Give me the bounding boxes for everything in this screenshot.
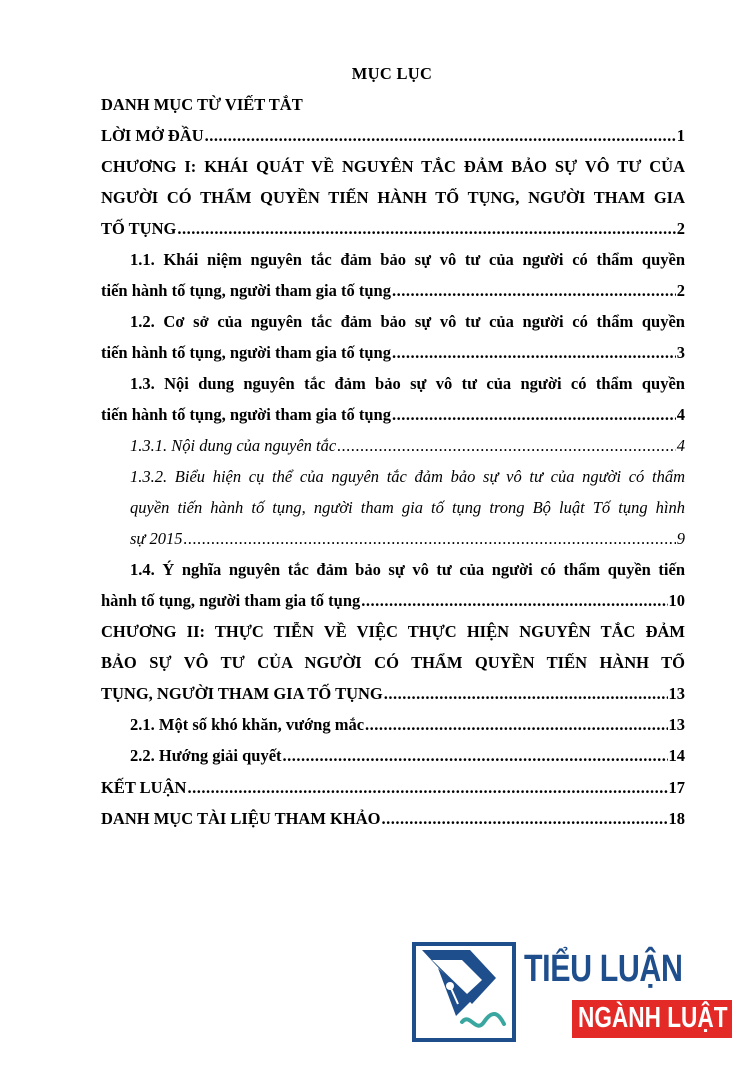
toc-section-1-4-label: hành tố tụng, người tham gia tố tụng: [101, 591, 361, 610]
toc-chapter2-line3[interactable]: [101, 684, 685, 704]
toc-section-2-2-page: 14: [668, 746, 685, 765]
leader-dots: [381, 809, 667, 829]
toc-section-1-2-line2[interactable]: [101, 343, 685, 363]
toc-section-1-3-2-line3[interactable]: [130, 529, 685, 549]
toc-section-1-2-label: tiến hành tố tụng, người tham gia tố tụng: [101, 343, 391, 362]
toc-section-2-1[interactable]: [130, 715, 685, 735]
toc-chapter2-line1[interactable]: CHƯƠNG II: THỰC TIỄN VỀ VIỆC THỰC HIỆN NGUYÊN TẮC ĐẢM: [101, 622, 685, 641]
toc-references[interactable]: [101, 809, 685, 829]
toc-section-1-3-label: tiến hành tố tụng, người tham gia tố tụng: [101, 405, 391, 424]
toc-conclusion[interactable]: [101, 778, 685, 798]
toc-section-2-1-page: 13: [668, 715, 685, 734]
leader-dots: [392, 343, 676, 363]
toc-chapter2-page: 13: [668, 684, 685, 703]
toc-intro[interactable]: [101, 126, 685, 146]
toc-references-page: 18: [668, 809, 685, 828]
leader-dots: [177, 219, 675, 239]
watermark-logo: [412, 942, 732, 1042]
toc-section-1-3-1-page: 4: [676, 436, 685, 455]
toc-section-2-2-label: 2.2. Hướng giải quyết: [130, 746, 282, 765]
toc-section-1-3-2-page: 9: [676, 529, 685, 548]
toc-intro-page: 1: [676, 126, 685, 145]
logo-text-top: TIỂU LUẬN: [524, 948, 683, 990]
toc-section-1-4-page: 10: [668, 591, 685, 610]
toc-abbreviations[interactable]: DANH MỤC TỪ VIẾT TẮT: [101, 95, 303, 114]
leader-dots: [384, 684, 668, 704]
leader-dots: [361, 591, 667, 611]
toc-section-1-3-2-line2[interactable]: quyền tiến hành tố tụng, người tham gia tố tụng trong Bộ luật Tố tụng hình: [130, 498, 685, 517]
toc-chapter1-label: TỐ TỤNG: [101, 219, 177, 238]
toc-section-1-1-label: tiến hành tố tụng, người tham gia tố tụng: [101, 281, 391, 300]
toc-section-1-3-2-line1[interactable]: 1.3.2. Biểu hiện cụ thể của nguyên tắc đảm bảo sự vô tư của người có thẩm: [130, 467, 685, 486]
toc-chapter1-line2[interactable]: NGƯỜI CÓ THẨM QUYỀN TIẾN HÀNH TỐ TỤNG, NGƯỜI THAM GIA: [101, 188, 685, 207]
leader-dots: [365, 715, 667, 735]
toc-section-1-2-page: 3: [676, 343, 685, 362]
toc-section-1-1-line2[interactable]: [101, 281, 685, 301]
toc-chapter1-page: 2: [676, 219, 685, 238]
leader-dots: [184, 529, 676, 549]
leader-dots: [392, 281, 676, 301]
toc-chapter2-line2[interactable]: BẢO SỰ VÔ TƯ CỦA NGƯỜI CÓ THẨM QUYỀN TIẾN HÀNH TỐ: [101, 653, 685, 672]
leader-dots: [392, 405, 676, 425]
leader-dots: [205, 126, 676, 146]
toc-section-1-3-line1[interactable]: 1.3. Nội dung nguyên tắc đảm bảo sự vô tư của người có thẩm quyền: [130, 374, 685, 393]
toc-section-1-4-line1[interactable]: 1.4. Ý nghĩa nguyên tắc đảm bảo sự vô tư của người có thẩm quyền tiến: [130, 560, 685, 579]
toc-section-1-2-line1[interactable]: 1.2. Cơ sở của nguyên tắc đảm bảo sự vô tư của người có thẩm quyền: [130, 312, 685, 331]
toc-section-1-3-1-label: 1.3.1. Nội dung của nguyên tắc: [130, 436, 337, 455]
leader-dots: [337, 436, 676, 456]
toc-conclusion-label: KẾT LUẬN: [101, 778, 187, 797]
leader-dots: [187, 778, 667, 798]
toc-section-1-1-page: 2: [676, 281, 685, 300]
toc-section-1-4-line2[interactable]: [101, 591, 685, 611]
toc-chapter1-line1[interactable]: CHƯƠNG I: KHÁI QUÁT VỀ NGUYÊN TẮC ĐẢM BẢO SỰ VÔ TƯ CỦA: [101, 157, 685, 176]
toc-section-2-2[interactable]: [130, 746, 685, 766]
toc-chapter1-line3[interactable]: [101, 219, 685, 239]
toc-section-1-3-line2[interactable]: [101, 405, 685, 425]
page-title: MỤC LỤC: [351, 64, 433, 83]
toc-section-1-3-page: 4: [676, 405, 685, 424]
pen-nib-icon: [412, 942, 516, 1042]
toc-section-1-3-1[interactable]: [130, 436, 685, 456]
toc-conclusion-page: 17: [668, 778, 685, 797]
leader-dots: [283, 746, 668, 766]
logo-text-bottom-box: [572, 1000, 732, 1038]
toc-intro-label: LỜI MỞ ĐẦU: [101, 126, 204, 145]
toc-section-1-1-line1[interactable]: 1.1. Khái niệm nguyên tắc đảm bảo sự vô tư của người có thẩm quyền: [130, 250, 685, 269]
toc-section-2-1-label: 2.1. Một số khó khăn, vướng mắc: [130, 715, 365, 734]
logo-text-bottom: NGÀNH LUẬT: [578, 1002, 728, 1034]
toc-section-1-3-2-label: sự 2015: [130, 529, 183, 548]
toc-chapter2-label: TỤNG, NGƯỜI THAM GIA TỐ TỤNG: [101, 684, 383, 703]
toc-references-label: DANH MỤC TÀI LIỆU THAM KHẢO: [101, 809, 381, 828]
